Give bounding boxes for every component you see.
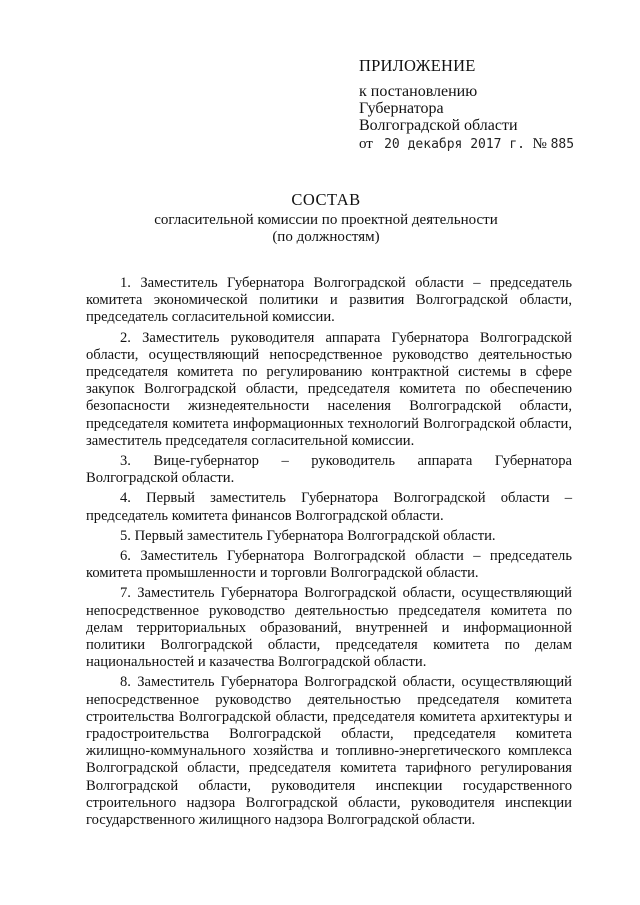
list-item: 8. Заместитель Губернатора Волгоградской области, осуществляющий непосредственное руководство деятельностью председателя комитета строительства Волгоградской области, председателя комитета архитектуры и градостроительства Волгоградской области, председателя комитета жилищно-коммунального хозяйства и топливно-энергетического комплекса Волгоградской области, председателя комитета тарифного регулирования Волгоградской области, руководителя инспекции государственного строительного надзора Волгоградской области, руководителя инспекции государственного жилищного надзора Волгоградской области. xyxy=(86,674,572,829)
appendix-line: Губернатора xyxy=(359,100,444,117)
list-item: 1. Заместитель Губернатора Волгоградской области – председатель комитета экономической политики и развития Волгоградской области, председатель согласительной комиссии. xyxy=(86,275,572,326)
decree-date: 20 декабря 2017 г. xyxy=(384,137,525,152)
subtitle-line: (по должностям) xyxy=(272,229,380,245)
appendix-block xyxy=(359,57,518,134)
date-prefix: от xyxy=(359,136,373,152)
list-item: 5. Первый заместитель Губернатора Волгоградской области. xyxy=(120,527,496,544)
list-item: 4. Первый заместитель Губернатора Волгоградской области – председатель комитета финансов Волгоградской области. xyxy=(86,490,572,524)
decree-number: 885 xyxy=(550,137,575,152)
document-subtitle xyxy=(0,212,640,246)
list-item: 2. Заместитель руководителя аппарата Губернатора Волгоградской области, осуществляющий непосредственное руководство деятельностью председателя комитета по регулированию контрактной системы в сфере закупок Волгоградской области, председателя комитета по обеспечению безопасности жизнедеятельности населения Волгоградской области, председателя комитета информационных технологий Волгоградской области, заместитель председателя согласительной комиссии. xyxy=(86,329,572,449)
list-item: 3. Вице-губернатор – руководитель аппарата Губернатора Волгоградской области. xyxy=(86,453,572,487)
appendix-title: ПРИЛОЖЕНИЕ xyxy=(359,56,476,75)
member-list xyxy=(86,275,572,832)
appendix-line: Волгоградской области xyxy=(359,117,518,134)
appendix-line: к постановлению xyxy=(359,83,478,100)
list-item: 7. Заместитель Губернатора Волгоградской области, осуществляющий непосредственное руководство деятельностью председателя комитета по делам территориальных образований, внутренней и информационной политики Волгоградской области, председателя комитета по делам национальностей и казачества Волгоградской области. xyxy=(86,585,572,671)
subtitle-line: согласительной комиссии по проектной деятельности xyxy=(154,212,498,228)
decree-date-line xyxy=(359,136,574,153)
number-sign: № xyxy=(532,136,547,152)
list-item: 6. Заместитель Губернатора Волгоградской области – председатель комитета промышленности и торговли Волгоградской области. xyxy=(86,548,572,582)
document-title: СОСТАВ xyxy=(291,190,361,209)
